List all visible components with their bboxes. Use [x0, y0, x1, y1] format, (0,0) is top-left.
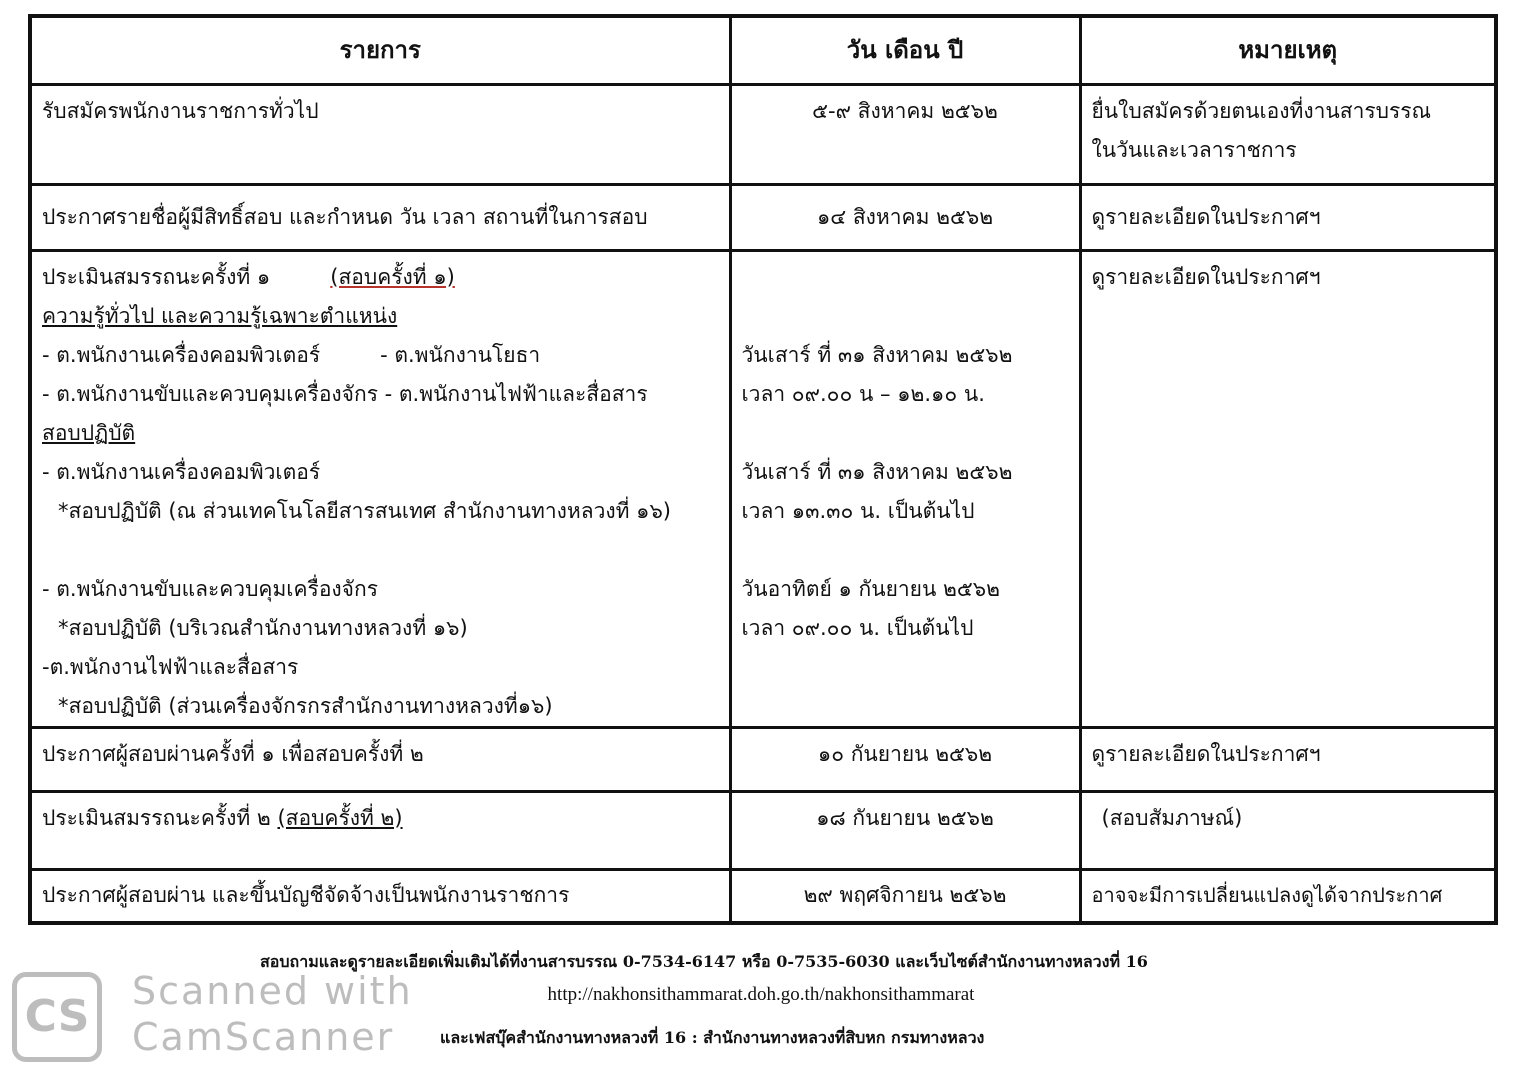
item-cell: [30, 184, 730, 250]
date-text: วันอาทิตย์ ๑ กันยายน ๒๕๖๒: [741, 576, 1000, 601]
header-row: [30, 16, 1496, 84]
website-url: http://nakhonsithammarat.doh.go.th/nakhonsithammarat: [547, 984, 975, 1005]
header-date: วัน เดือน ปี: [730, 16, 1080, 84]
note-text: ดูรายละเอียดในประกาศฯ: [1091, 204, 1321, 229]
table-row: [30, 84, 1496, 184]
note-cell: [1080, 250, 1496, 727]
camscanner-watermark: [12, 968, 412, 1068]
practical-note: *สอบปฏิบัติ (บริเวณสำนักงานทางหลวงที่ ๑๖): [58, 615, 468, 640]
watermark-line2: CamScanner: [132, 1015, 395, 1059]
schedule-table: [28, 14, 1498, 925]
header-item: รายการ: [30, 16, 730, 84]
note-cell: [1080, 869, 1496, 923]
note-text: (สอบสัมภาษณ์): [1101, 805, 1243, 830]
section-heading: ความรู้ทั่วไป และความรู้เฉพาะตำแหน่ง: [42, 303, 398, 328]
table-row: [30, 791, 1496, 869]
date-text: เวลา ๐๙.๐๐ น – ๑๒.๑๐ น.: [741, 381, 985, 406]
position-item: - ต.พนักงานขับและควบคุมเครื่องจักร: [42, 576, 378, 601]
date-text: ๑๐ กันยายน ๒๕๖๒: [817, 741, 993, 766]
table-row: [30, 184, 1496, 250]
item-cell: [30, 869, 730, 923]
date-text: ๑๔ สิงหาคม ๒๕๖๒: [816, 204, 994, 229]
facebook-line: และเฟสบุ๊คสำนักงานทางหลวงที่ 16 : สำนักงานทางหลวงที่สิบหก กรมทางหลวง: [440, 1028, 985, 1047]
date-text: ๕-๙ สิงหาคม ๒๕๖๒: [812, 98, 998, 123]
camscanner-logo-icon: CS: [12, 972, 102, 1062]
table-row: [30, 250, 1496, 727]
date-text: วันเสาร์ ที่ ๓๑ สิงหาคม ๒๕๖๒: [741, 459, 1013, 484]
table-row: [30, 869, 1496, 923]
item-title: ประเมินสมรรถนะครั้งที่ ๒: [42, 805, 271, 830]
item-title: ประเมินสมรรถนะครั้งที่ ๑: [42, 264, 271, 289]
contact-line: สอบถามและดูรายละเอียดเพิ่มเติมได้ที่งานสารบรรณ 0-7534-6147 หรือ 0-7535-6030 และเว็บไซต์สำนักงานทางหลวงที่ 16: [260, 952, 1148, 971]
item-cell: [30, 250, 730, 727]
note-cell: [1080, 727, 1496, 791]
note-cell: [1080, 184, 1496, 250]
position-item: - ต.พนักงานโยธา: [380, 342, 541, 367]
date-cell: [730, 791, 1080, 869]
item-cell: [30, 84, 730, 184]
date-cell: [730, 250, 1080, 727]
table-row: [30, 727, 1496, 791]
practical-note: *สอบปฏิบัติ (ณ ส่วนเทคโนโลยีสารสนเทศ สำนักงานทางหลวงที่ ๑๖): [58, 498, 671, 523]
date-cell: [730, 869, 1080, 923]
note-text: ในวันและเวลาราชการ: [1091, 137, 1297, 162]
item-title-tag: (สอบครั้งที่ ๑): [330, 264, 455, 289]
note-text: ยื่นใบสมัครด้วยตนเองที่งานสารบรรณ: [1091, 98, 1432, 123]
note-text: อาจจะมีการเปลี่ยนแปลงดูได้จากประกาศ: [1091, 883, 1443, 908]
date-cell: [730, 184, 1080, 250]
position-item: - ต.พนักงานขับและควบคุมเครื่องจักร - ต.พนักงานไฟฟ้าและสื่อสาร: [42, 381, 648, 406]
position-item: -ต.พนักงานไฟฟ้าและสื่อสาร: [42, 654, 299, 679]
position-item: - ต.พนักงานเครื่องคอมพิวเตอร์: [42, 342, 321, 367]
item-cell: [30, 727, 730, 791]
note-text: ดูรายละเอียดในประกาศฯ: [1091, 741, 1321, 766]
note-cell: [1080, 84, 1496, 184]
header-note: หมายเหตุ: [1080, 16, 1496, 84]
date-text: ๑๘ กันยายน ๒๕๖๒: [816, 805, 994, 830]
position-item: - ต.พนักงานเครื่องคอมพิวเตอร์: [42, 459, 321, 484]
practical-note: *สอบปฏิบัติ (ส่วนเครื่องจักรกรสำนักงานทางหลวงที่๑๖): [58, 693, 553, 718]
date-text: เวลา ๐๙.๐๐ น. เป็นต้นไป: [741, 615, 974, 640]
note-cell: [1080, 791, 1496, 869]
date-text: วันเสาร์ ที่ ๓๑ สิงหาคม ๒๕๖๒: [741, 342, 1013, 367]
item-text: ประกาศรายชื่อผู้มีสิทธิ์สอบ และกำหนด วัน เวลา สถานที่ในการสอบ: [42, 204, 648, 229]
watermark-line1: Scanned with: [132, 969, 413, 1013]
item-title-tag: (สอบครั้งที่ ๒): [277, 805, 403, 830]
section-heading: สอบปฏิบัติ: [42, 420, 136, 445]
date-text: เวลา ๑๓.๓๐ น. เป็นต้นไป: [741, 498, 975, 523]
item-text: รับสมัครพนักงานราชการทั่วไป: [42, 98, 319, 123]
item-text: ประกาศผู้สอบผ่าน และขึ้นบัญชีจัดจ้างเป็นพนักงานราชการ: [42, 883, 570, 908]
item-text: ประกาศผู้สอบผ่านครั้งที่ ๑ เพื่อสอบครั้งที่ ๒: [42, 741, 424, 766]
item-cell: [30, 791, 730, 869]
date-cell: [730, 84, 1080, 184]
note-text: ดูรายละเอียดในประกาศฯ: [1091, 264, 1321, 289]
date-cell: [730, 727, 1080, 791]
date-text: ๒๙ พฤศจิกายน ๒๕๖๒: [803, 883, 1007, 908]
